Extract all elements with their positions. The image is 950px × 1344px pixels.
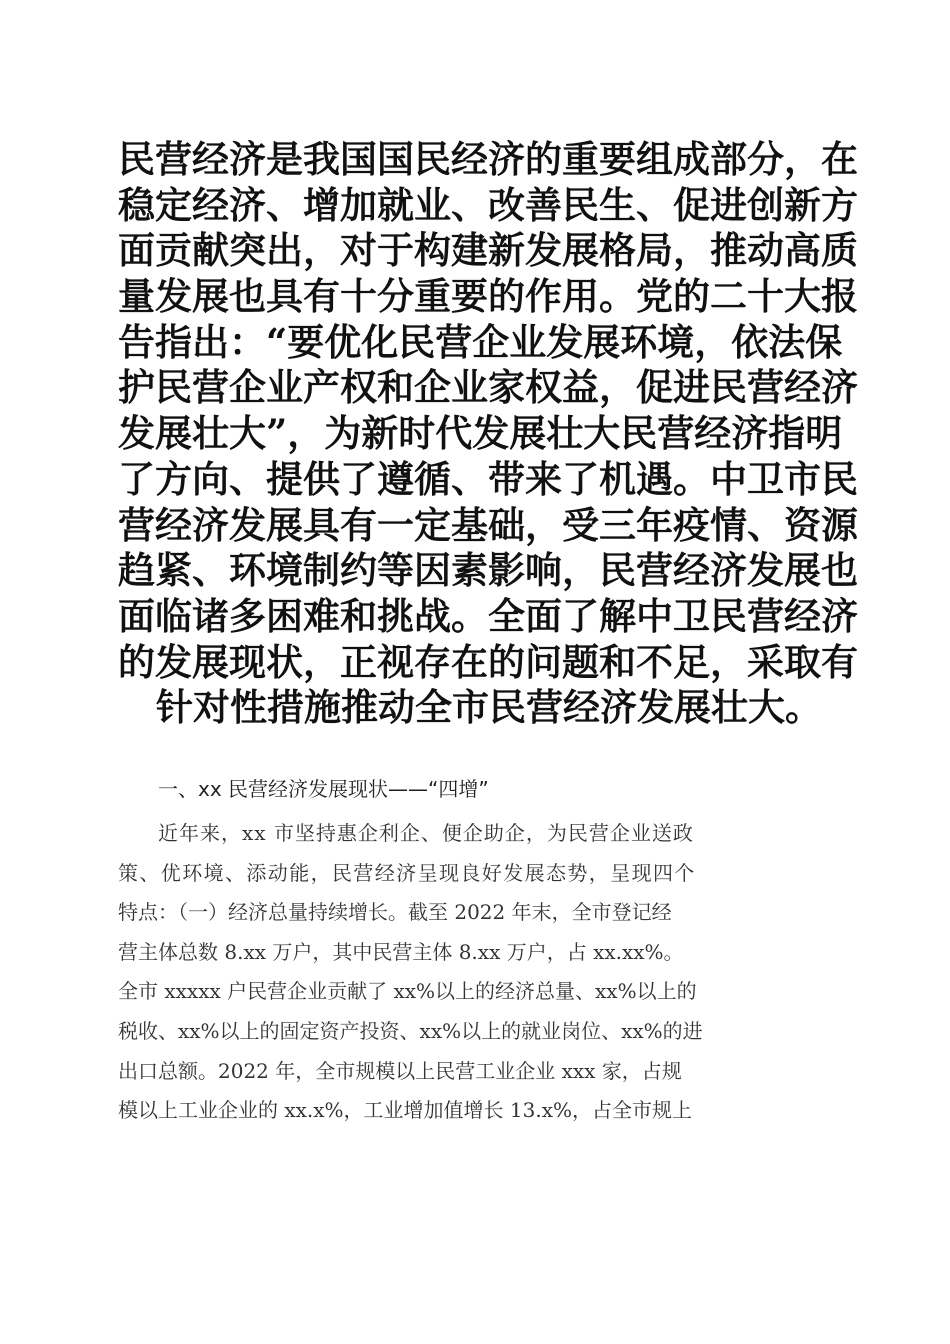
- intro-line: 量发展也具有十分重要的作用。党的二十大报: [118, 274, 858, 319]
- intro-line: 针对性措施推动全市民营经济发展壮大。: [156, 685, 822, 730]
- section-heading: 一、xx 民营经济发展现状——“四增”: [158, 777, 489, 801]
- intro-line: 营经济发展具有一定基础，受三年疫情、资源: [118, 502, 858, 547]
- body-line: 特点：（一）经济总量持续增长。截至 2022 年末，全市登记经: [118, 900, 672, 925]
- body-line: 模以上工业企业的 xx.x%，工业增加值增长 13.x%，占全市规上: [118, 1098, 693, 1123]
- intro-line: 面临诸多困难和挑战。全面了解中卫民营经济: [118, 593, 858, 638]
- intro-line: 告指出：“要优化民营企业发展环境，依法保: [118, 319, 843, 364]
- intro-line: 了方向、提供了遵循、带来了机遇。中卫市民: [118, 456, 858, 501]
- intro-line: 民营经济是我国国民经济的重要组成部分，在: [118, 137, 858, 181]
- body-line: 近年来，xx 市坚持惠企利企、便企助企，为民营企业送政: [158, 821, 694, 845]
- intro-line: 发展壮大”，为新时代发展壮大民营经济指明: [118, 411, 843, 456]
- intro-line: 护民营企业产权和企业家权益，促进民营经济: [118, 365, 858, 410]
- body-line: 全市 xxxxx 户民营企业贡献了 xx%以上的经济总量、xx%以上的: [118, 979, 697, 1004]
- section-body: [118, 814, 830, 1131]
- body-line: 税收、xx%以上的固定资产投资、xx%以上的就业岗位、xx%的进: [118, 1018, 703, 1043]
- intro-line: 的发展现状，正视存在的问题和不足，采取有: [118, 639, 858, 684]
- body-line: 策、优环境、添动能，民营经济呈现良好发展态势，呈现四个: [118, 860, 696, 885]
- intro-line: 趋紧、环境制约等因素影响，民营经济发展也: [118, 548, 858, 593]
- body-line: 出口总额。2022 年，全市规模以上民营工业企业 xxx 家，占规: [118, 1058, 682, 1083]
- body-line: 营主体总数 8.xx 万户，其中民营主体 8.xx 万户，占 xx.xx%。: [118, 939, 684, 964]
- intro-paragraph: [118, 137, 858, 731]
- intro-line: 面贡献突出，对于构建新发展格局，推动高质: [118, 228, 858, 273]
- intro-line: 稳定经济、增加就业、改善民生、促进创新方: [118, 182, 858, 227]
